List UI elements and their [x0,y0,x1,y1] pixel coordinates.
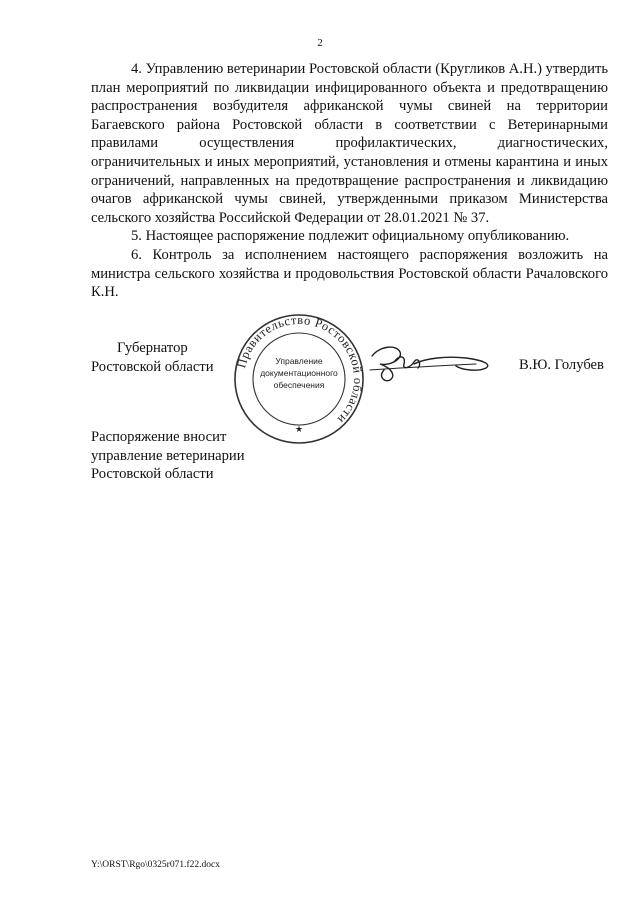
official-seal [232,312,366,446]
governor-name: В.Ю. Голубев [519,357,604,373]
paragraph-5: 5. Настоящее распоряжение подлежит официальному опубликованию. [131,228,570,245]
governor-title-line2: Ростовской области [91,359,214,375]
governor-title-line1: Губернатор [117,340,188,356]
file-path: Y:\ORST\Rgo\0325r071.f22.docx [91,860,220,870]
seal-outer-text: Правительство Ростовской области [234,312,366,427]
handwritten-signature [366,338,498,384]
document-body [91,60,608,302]
page-number: 2 [317,37,323,49]
paragraph-6: 6. Контроль за исполнением настоящего распоряжения возложить на министра сельского хозяйства и продовольствия Ростовской области Рачаловского К.Н. [91,246,608,301]
seal-inner-line3: обеспечения [273,380,325,390]
submitter-line1: Распоряжение вносит [91,429,227,445]
seal-inner-line1: Управление [275,356,323,366]
seal-star-icon: ★ [294,425,304,435]
paragraph-4: 4. Управлению ветеринарии Ростовской области (Кругликов А.Н.) утвердить план мероприятий по ликвидации инфицированного объекта и предотвращению распространения возбудителя африканской чумы свиней на территории Багаевского района Ростовской области в соответствии с Ветеринарными правилами осуществления профилактических, диагностических, ограничительных и иных мероприятий, установления и отмены карантина и иных ограничений, направленных на предотвращение распространения и ликвидацию очагов африканской чумы свиней, утвержденными приказом Министерства сельского хозяйства Российской Федерации от 28.01.2021 № 37. [91,61,608,226]
seal-inner-line2: документационного [260,368,338,378]
submitter-block [91,428,245,484]
submitter-line3: Ростовской области [91,466,214,482]
governor-title [91,339,214,377]
submitter-line2: управление ветеринарии [91,447,245,464]
